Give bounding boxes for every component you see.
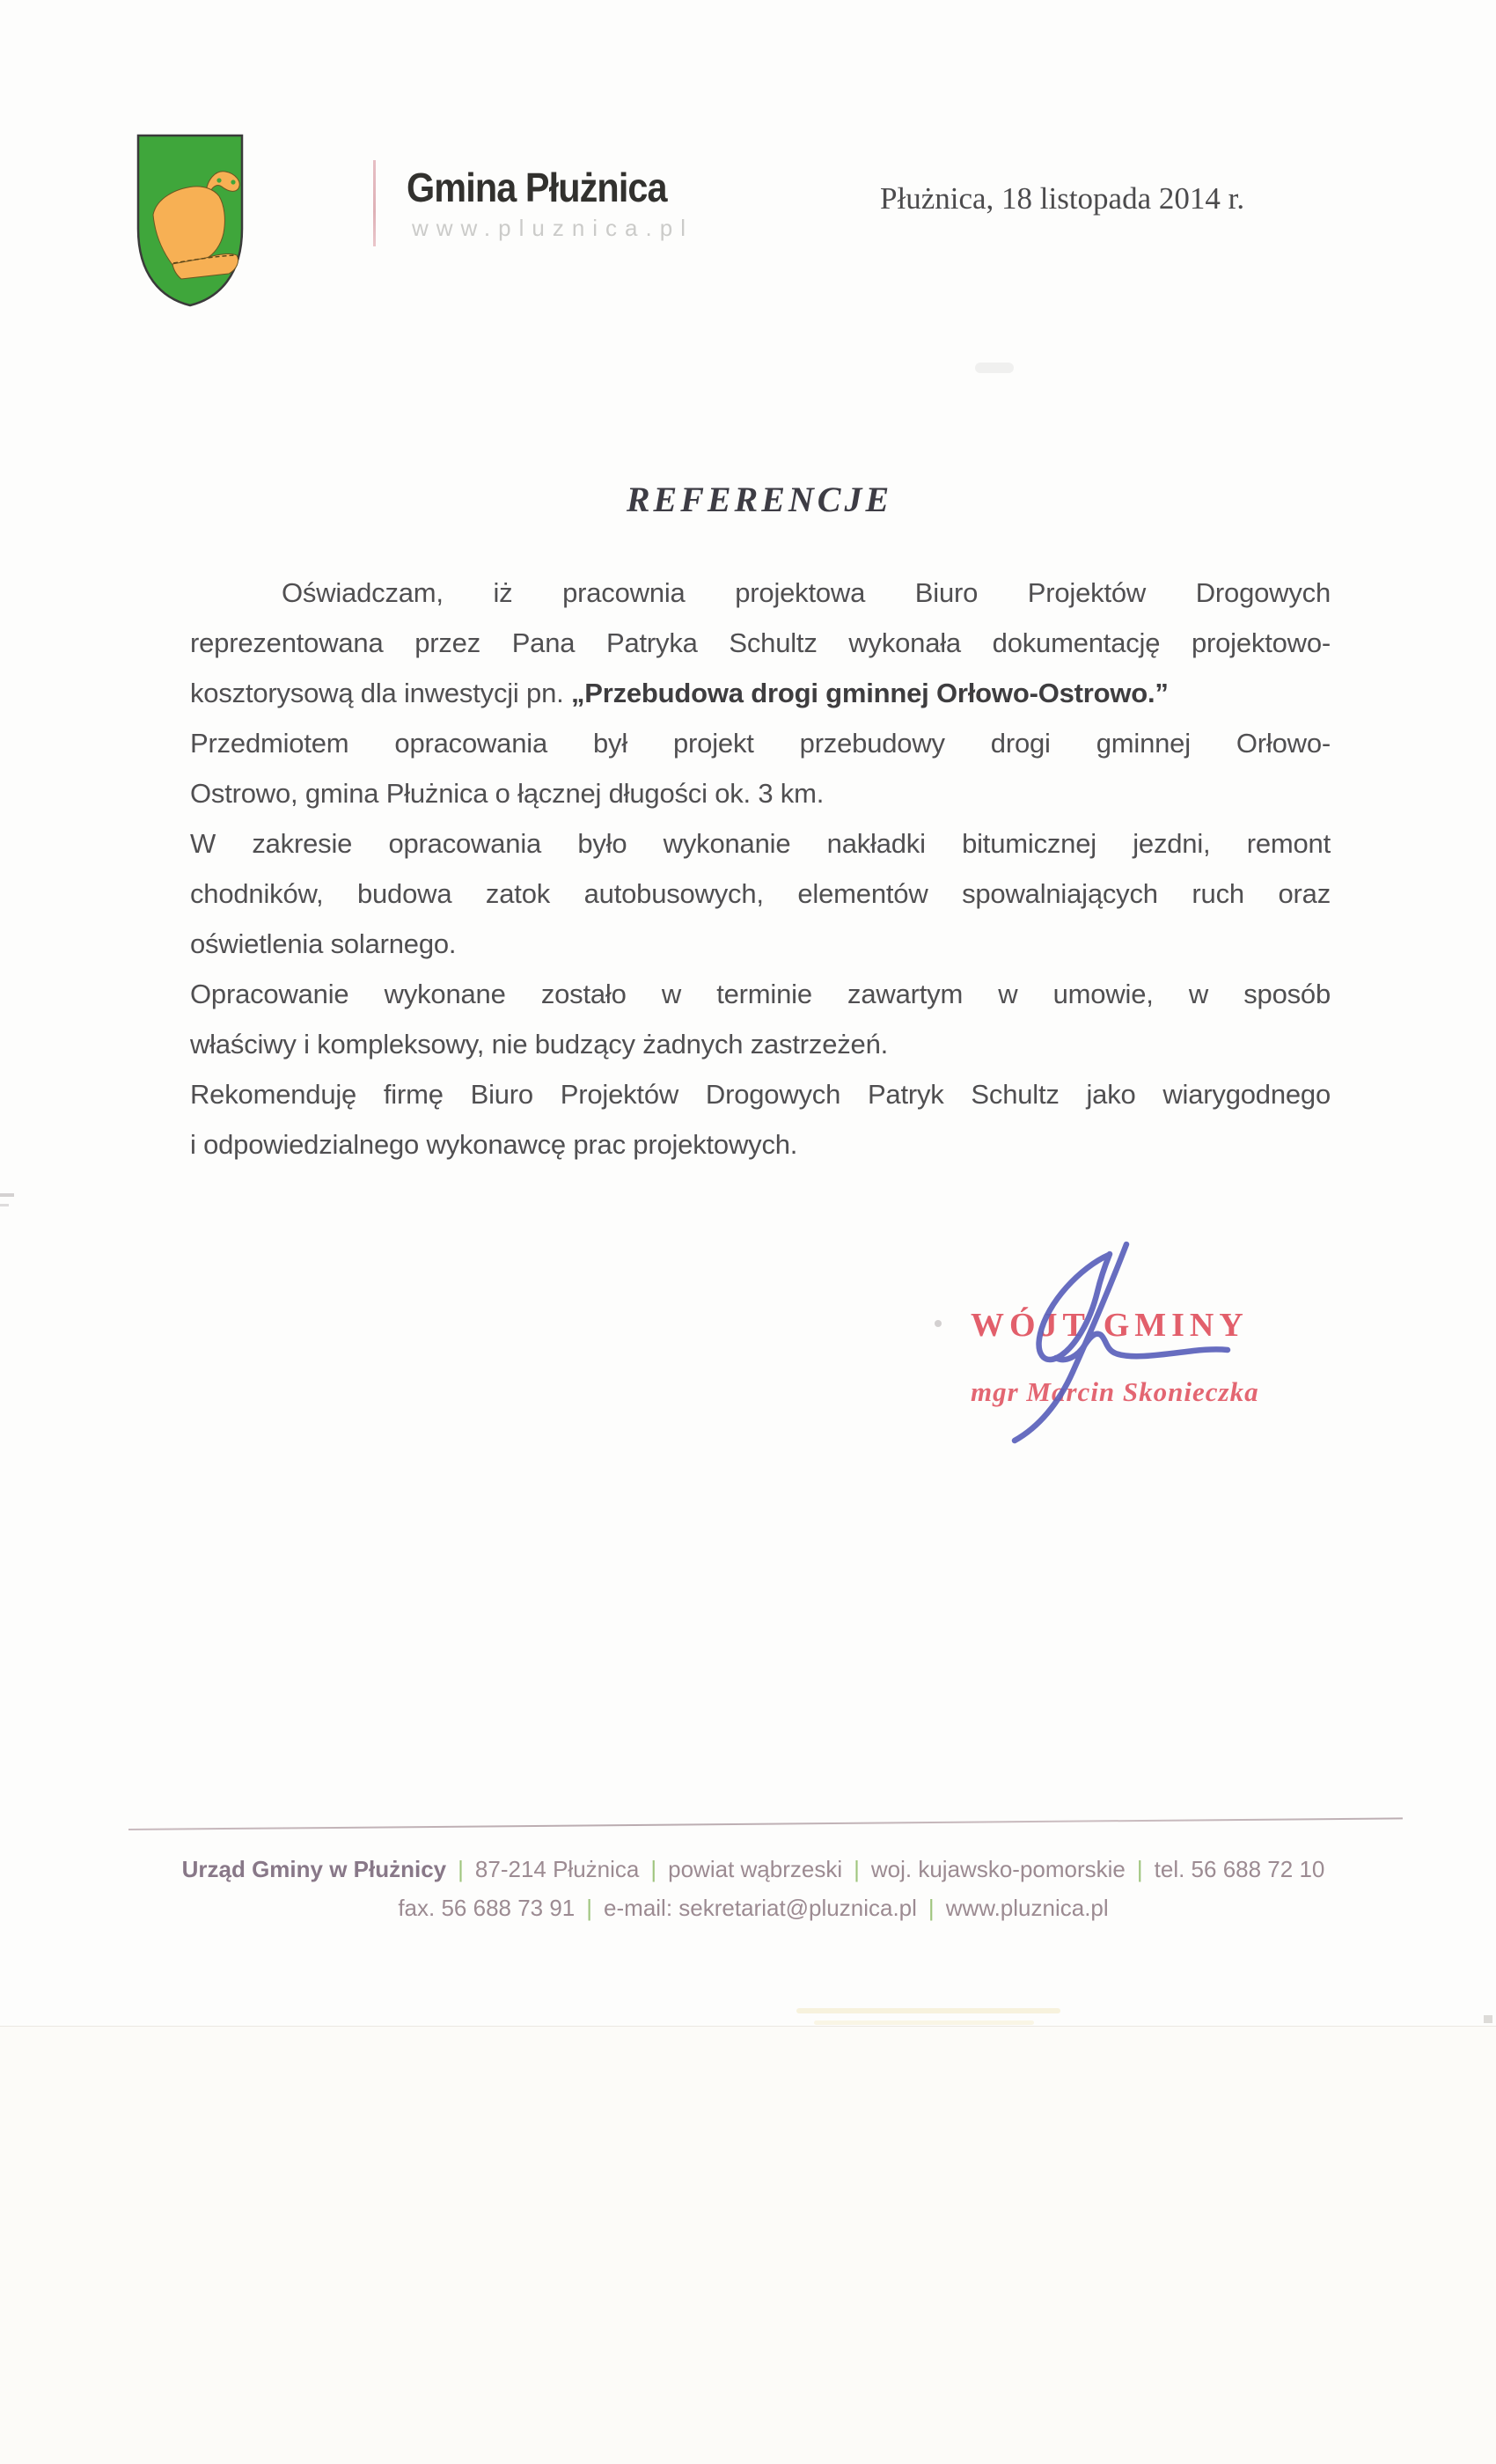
scan-streak (796, 2008, 1060, 2013)
footer-line-2 (0, 1888, 1496, 1927)
body-text (190, 568, 1331, 1170)
footer-segment: Urząd Gminy w Płużnicy (181, 1856, 447, 1882)
stamp-signatory-name: mgr Marcin Skonieczka (971, 1376, 1259, 1407)
header-divider (373, 160, 376, 246)
organization-name: Gmina Płużnica (407, 165, 667, 210)
footer-segment: powiat wąbrzeski (668, 1856, 843, 1882)
footer-separator: | (650, 1856, 657, 1882)
footer-separator: | (458, 1856, 464, 1882)
stamp-title: WÓJT GMINY (971, 1307, 1249, 1344)
footer-segment: e-mail: sekretariat@pluznica.pl (604, 1895, 917, 1921)
footer-line-1 (0, 1850, 1496, 1888)
document-title: REFERENCJE (626, 480, 893, 519)
body-line: W zakresie opracowania było wykonanie nakładki bitumicznej jezdni, remont (190, 828, 1331, 859)
body-line: właściwy i kompleksowy, nie budzący żadnych zastrzeżeń. (190, 1029, 889, 1060)
footer-separator: | (854, 1856, 860, 1882)
handwritten-signature (959, 1230, 1276, 1459)
coat-of-arms-icon (132, 130, 248, 311)
footer-rule (128, 1817, 1403, 1830)
body-line: Rekomenduję firmę Biuro Projektów Drogowych Patryk Schultz jako wiarygodnego (190, 1079, 1331, 1110)
footer-segment: fax. 56 688 73 91 (398, 1895, 576, 1921)
body-line: Oświadczam, iż pracownia projektowa Biuro Projektów Drogowych (282, 577, 1331, 608)
footer-separator: | (1136, 1856, 1143, 1882)
body-line: reprezentowana przez Pana Patryka Schultz wykonała dokumentację projektowo- (190, 627, 1331, 658)
footer (0, 1850, 1496, 1927)
body-line: oświetlenia solarnego. (190, 928, 457, 959)
body-line: Ostrowo, gmina Płużnica o łącznej długości ok. 3 km. (190, 778, 825, 809)
scan-edge-mark (0, 1193, 14, 1197)
scan-corner-mark (1484, 2015, 1492, 2023)
body-line: i odpowiedzialnego wykonawcę prac projektowych. (190, 1129, 798, 1160)
footer-segment: www.pluznica.pl (945, 1895, 1109, 1921)
scan-streak (814, 2020, 1034, 2025)
scan-edge-mark (0, 1204, 9, 1206)
scan-smudge (975, 363, 1014, 373)
document-date: Płużnica, 18 listopada 2014 r. (880, 181, 1245, 216)
stamp-dot-mark (935, 1320, 942, 1327)
footer-segment: 87-214 Płużnica (474, 1856, 640, 1882)
footer-segment: woj. kujawsko-pomorskie (870, 1856, 1126, 1882)
body-line: Opracowanie wykonane zostało w terminie zawartym w umowie, w sposób (190, 979, 1331, 1009)
footer-segment: tel. 56 688 72 10 (1154, 1856, 1325, 1882)
website-url: www.pluznica.pl (412, 215, 693, 241)
footer-separator: | (586, 1895, 593, 1921)
scan-bottom-band (0, 2026, 1496, 2464)
body-line: kosztorysową dla inwestycji pn. „Przebudowa drogi gminnej Orłowo-Ostrowo.” (190, 678, 1169, 708)
body-line: chodników, budowa zatok autobusowych, elementów spowalniających ruch oraz (190, 878, 1331, 909)
body-line: Przedmiotem opracowania był projekt przebudowy drogi gminnej Orłowo- (190, 728, 1331, 759)
footer-separator: | (928, 1895, 935, 1921)
